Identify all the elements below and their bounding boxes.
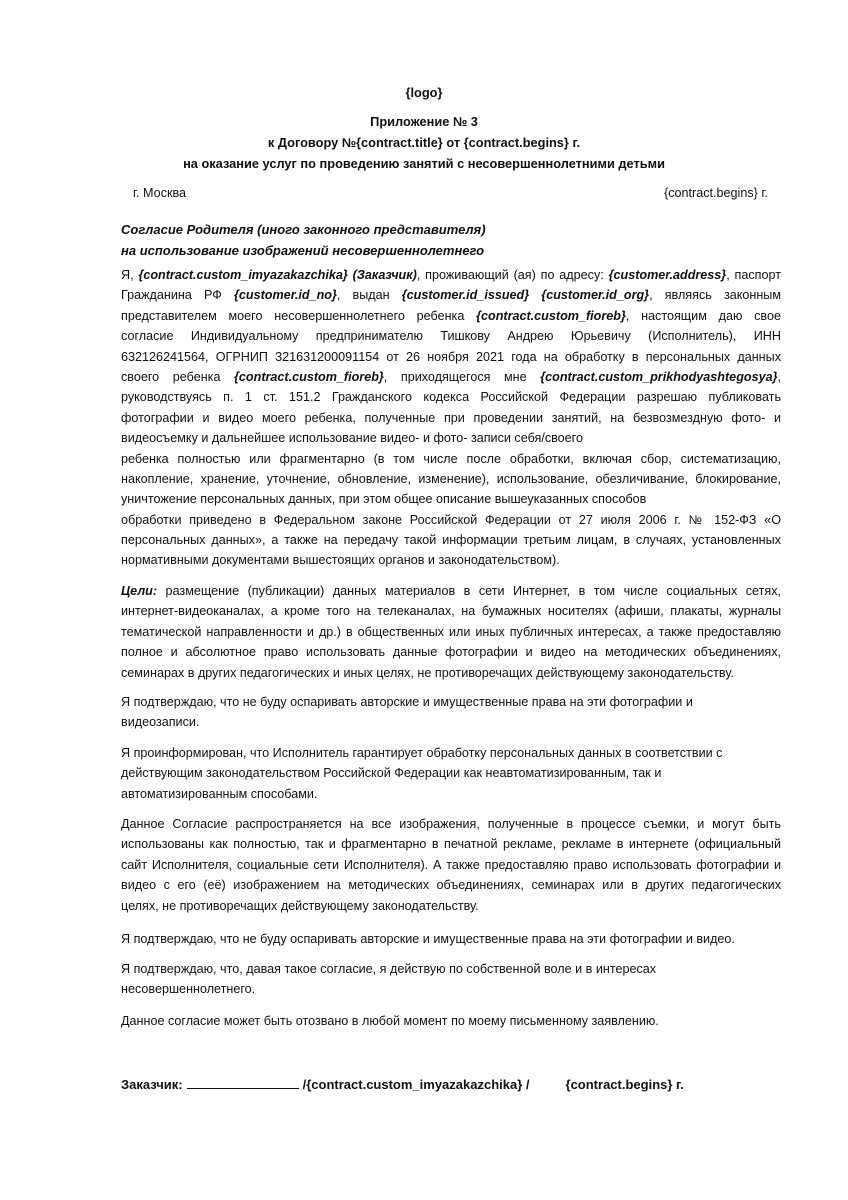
city: г. Москва <box>133 186 187 200</box>
logo-placeholder: {logo} <box>405 85 443 100</box>
signature-line <box>187 1076 299 1089</box>
text-line: целях, не противоречащих действующему законодательству. <box>121 898 479 913</box>
text-line: Данное согласие может быть отозвано в любой момент по моему письменному заявлению. <box>121 1014 659 1028</box>
text-line: представителем моего несовершеннолетнего ребенка {contract.custom_fioreb}, настоящим даю свое <box>121 308 781 323</box>
text-line: Цели: размещение (публикации) данных материалов в сети Интернет, в том числе социальных сетях, <box>121 584 781 598</box>
signature-block <box>121 1076 684 1092</box>
text-line: ребенка полностью или фрагментарно (в том числе после обработки, включая сбор, систематизацию, <box>121 451 781 466</box>
contract-subject: на оказание услуг по проведению занятий с несовершеннолетними детьми <box>183 156 665 171</box>
text-line: автоматизированным способами. <box>121 786 318 801</box>
appendix-title: Приложение № 3 <box>370 114 478 129</box>
text-line: действующим законодательством Российской Федерации как неавтоматизированным, так и <box>121 766 662 781</box>
text-line: использованы как полностью, так и фрагментарно в печатной рекламе, рекламе в интернете (официальный <box>121 837 781 852</box>
text-line: видеосъемку и дальнейшее использование видео- и фото- записи себя/своего <box>121 431 584 446</box>
contract-reference: к Договору №{contract.title} от {contract.begins} г. <box>267 135 581 150</box>
consent-paragraph-revocation <box>121 1011 781 1031</box>
signature-label: Заказчик: <box>121 1077 183 1092</box>
text-line: обработки приведено в Федеральном законе Российской Федерации от 27 июля 2006 г. № 152-ФЗ «О <box>121 512 781 527</box>
text-line: нормативными документами вышестоящих органов и законодательством). <box>121 553 560 568</box>
passport-number-field: {customer.id_no} <box>234 288 337 303</box>
text-line: видео с его (её) изображением на методических объединениях, семинарах или в других педагогических <box>121 878 781 893</box>
text-line: уничтожение персональных данных, при этом общее описание вышеуказанных способов <box>121 492 647 507</box>
consent-paragraph-scope <box>121 814 781 916</box>
text-line: Я подтверждаю, что не буду оспаривать авторские и имущественные права на эти фотографии и видео. <box>121 932 735 946</box>
consent-title-line1: Согласие Родителя (иного законного представителя) <box>121 222 486 237</box>
text-line: интернет-видеоканалах, а кроме того на телеканалах, на бумажных носителях (афиши, плакаты, журналы <box>121 604 781 619</box>
consent-paragraph-rights <box>121 692 781 733</box>
consent-paragraph-informed <box>121 743 781 804</box>
text-line: Гражданина РФ {customer.id_no}, выдан {customer.id_issued} {customer.id_org}, являясь законным <box>121 288 782 303</box>
consent-paragraph-rights-video <box>121 929 781 949</box>
text-line: персональных данных», а также на передачу такой информации третьим лицам, в случаях, установленных <box>121 533 781 548</box>
goals-label: Цели: <box>121 584 158 598</box>
text-line: Я проинформирован, что Исполнитель гарантирует обработку персональных данных в соответствии с <box>121 746 723 760</box>
consent-paragraph-main <box>121 265 781 571</box>
text-line: 632126241564, ОГРНИП 321631200091154 от 26 ноября 2021 года на обработку в персональных данных <box>121 349 781 364</box>
text-line: полное и абсолютное право использовать данные фотографии и видео на методических объединениях, <box>121 645 781 660</box>
text-line: накопление, хранение, уточнение, обновление, изменение), использование, обезличивание, блокирование, <box>121 471 781 486</box>
document-date: {contract.begins} г. <box>664 186 768 200</box>
text-line: Я, {contract.custom_imyazakazchika} (Заказчик), проживающий (ая) по адресу: {customer.address}, паспорт <box>121 268 781 282</box>
customer-address-field: {customer.address} <box>608 268 727 282</box>
passport-issued-field: {customer.id_issued} {customer.id_org} <box>401 288 650 303</box>
signature-date: {contract.begins} г. <box>565 1077 684 1092</box>
text-line: Я подтверждаю, что не буду оспаривать авторские и имущественные права на эти фотографии и <box>121 695 693 709</box>
child-name-field: {contract.custom_fioreb} <box>234 369 384 384</box>
text-line: фотографии и видео моего ребенка, полученные при проведении занятий, на безвозмездную фото- и <box>121 410 781 425</box>
text-line: сайт Исполнителя, социальные сети Исполнителя). А также предоставляю право использовать фотографии и <box>121 857 781 872</box>
text-line: семинарах в других педагогических и иных целях, не противоречащих действующему законодательству. <box>121 665 734 680</box>
text-line: Данное Согласие распространяется на все изображения, полученные в процессе съемки, и могут быть <box>121 817 781 831</box>
customer-name-field: {contract.custom_imyazakazchika} (Заказчик) <box>138 268 417 282</box>
consent-title-line2: на использование изображений несовершеннолетнего <box>121 243 485 258</box>
child-name-field: {contract.custom_fioreb} <box>476 308 626 323</box>
text-line: Я подтверждаю, что, давая такое согласие, я действую по собственной воле и в интересах <box>121 962 657 976</box>
consent-paragraph-goals <box>121 581 781 683</box>
relationship-field: {contract.custom_prikhodyashtegosya} <box>540 369 778 384</box>
text-line: видеозаписи. <box>121 715 200 730</box>
text-line: своего ребенка {contract.custom_fioreb}, приходящегося мне {contract.custom_prikhodyashtegosya}, <box>121 369 781 384</box>
text-line: несовершеннолетнего. <box>121 982 256 997</box>
consent-title <box>121 219 486 261</box>
text-line: руководствуясь п. 1 ст. 151.2 Гражданского кодекса Российской Федерации разрешаю публиковать <box>121 390 781 405</box>
signature-name: /{contract.custom_imyazakazchika} / <box>302 1077 530 1092</box>
text-line: тематической направленности и др.) в общественных или иных публичных интересах, а также предоставляю <box>121 624 781 639</box>
consent-paragraph-free-will <box>121 959 781 1000</box>
text-line: согласие Индивидуальному предпринимателю Тишкову Андрею Юрьевичу (Исполнитель), ИНН <box>121 329 781 344</box>
